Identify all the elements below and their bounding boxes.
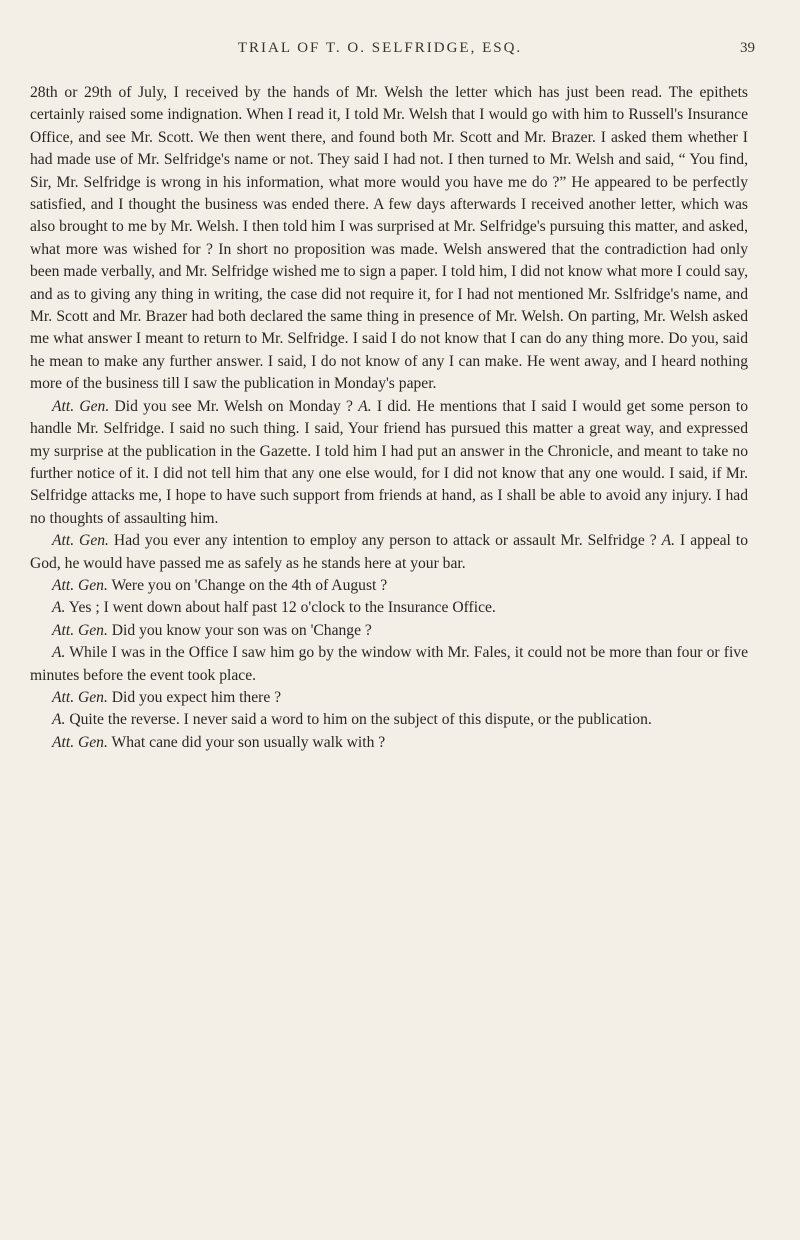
running-head: [0, 40, 800, 66]
paragraph-text: Did you expect him there ?: [107, 688, 282, 706]
speaker-label: Att. Gen.: [52, 688, 108, 706]
speaker-label: A.: [52, 599, 66, 617]
paragraph: [30, 687, 748, 709]
paragraph-text: Had you ever any intention to employ any person to attack or assault Mr. Selfridge ?: [108, 532, 662, 550]
running-title: TRIAL OF T. O. SELFRIDGE, ESQ.: [237, 40, 523, 56]
paragraph-text: Did you know your son was on 'Change ?: [107, 621, 372, 639]
paragraph: [30, 575, 748, 597]
body-text: [30, 82, 748, 754]
speaker-label: Att. Gen.: [52, 621, 108, 639]
paragraph-text: While I was in the Office I saw him go by the window with Mr. Fales, it could not be more than four or five minutes before the event took place.: [30, 644, 748, 684]
speaker-label: A.: [661, 532, 676, 550]
paragraph: [30, 620, 748, 642]
speaker-label: A.: [52, 711, 66, 729]
speaker-label: A.: [52, 644, 66, 662]
speaker-label: Att. Gen.: [52, 576, 108, 594]
paragraph-text: Did you see Mr. Welsh on Monday ?: [109, 397, 359, 415]
paragraph-text: I appeal to God, he would have passed me as safely as he stands here at your bar.: [30, 532, 748, 572]
paragraph-text: I did. He mentions that I said I would get some person to handle Mr. Selfridge. I said no such thing. I said, Your friend has pursued this matter a great way, and expressed my surprise at the publication in the Gazette. I told him I had put an answer in the Chronicle, and meant to take no further notice of it. I did not tell him that any one else would, for I did not know that any one would. I said, if Mr. Selfridge attacks me, I hope to have such support from friends at hand, as I shall be able to avoid any injury. I had no thoughts of assaulting him.: [30, 397, 748, 527]
paragraph: [30, 642, 748, 687]
paragraph-text: Were you on 'Change on the 4th of August ?: [107, 576, 388, 594]
paragraph: [30, 530, 748, 575]
speaker-label: Att. Gen.: [52, 532, 109, 550]
paragraph: [30, 732, 748, 754]
speaker-label: Att. Gen.: [52, 733, 108, 751]
paragraph-text: Yes ; I went down about half past 12 o'clock to the Insurance Office.: [65, 599, 496, 617]
paragraph: [30, 396, 748, 530]
paragraph: [30, 709, 748, 731]
paragraph: [30, 597, 748, 619]
speaker-label: A.: [358, 397, 372, 415]
paragraph-text: 28th or 29th of July, I received by the hands of Mr. Welsh the letter which has just been read. The epithets certainly raised some indignation. When I read it, I told Mr. Welsh that I would go with him to Russell's Insurance Office, and see Mr. Scott. We then went there, and found both Mr. Scott and Mr. Brazer. I asked them whether I had made use of Mr. Selfridge's name or not. They said I had not. I then turned to Mr. Welsh and said, “ You find, Sir, Mr. Selfridge is wrong in his information, what more would you have me do ?” He appeared to be perfectly satisfied, and I thought the business was ended there. A few days afterwards I received another letter, which was also brought to me by Mr. Welsh. I then told him I was surprised at Mr. Selfridge's pursuing this matter, and asked, what more was wished for ? In short no proposition was made. Welsh answered that the contradiction had only been made verbally, and Mr. Selfridge wished me to sign a paper. I told him, I did not know what more I could say, and as to giving any thing in writing, the case did not require it, for I had not mentioned Mr. Sslfridge's name, and Mr. Scott and Mr. Brazer had both declared the same thing in presence of Mr. Welsh. On parting, Mr. Welsh asked me what answer I meant to return to Mr. Selfridge. I said I do not know that I can do any thing more. Do you, said he mean to make any further answer. I said, I do not know of any I can make. He went away, and I heard nothing more of the business till I saw the publication in Monday's paper.: [30, 84, 748, 393]
speaker-label: Att. Gen.: [52, 397, 110, 415]
paragraph-text: What cane did your son usually walk with ?: [107, 733, 386, 751]
paragraph: [30, 82, 748, 396]
paragraph-text: Quite the reverse. I never said a word to him on the subject of this dispute, or the publication.: [65, 711, 652, 729]
page-number: 39: [740, 40, 755, 56]
